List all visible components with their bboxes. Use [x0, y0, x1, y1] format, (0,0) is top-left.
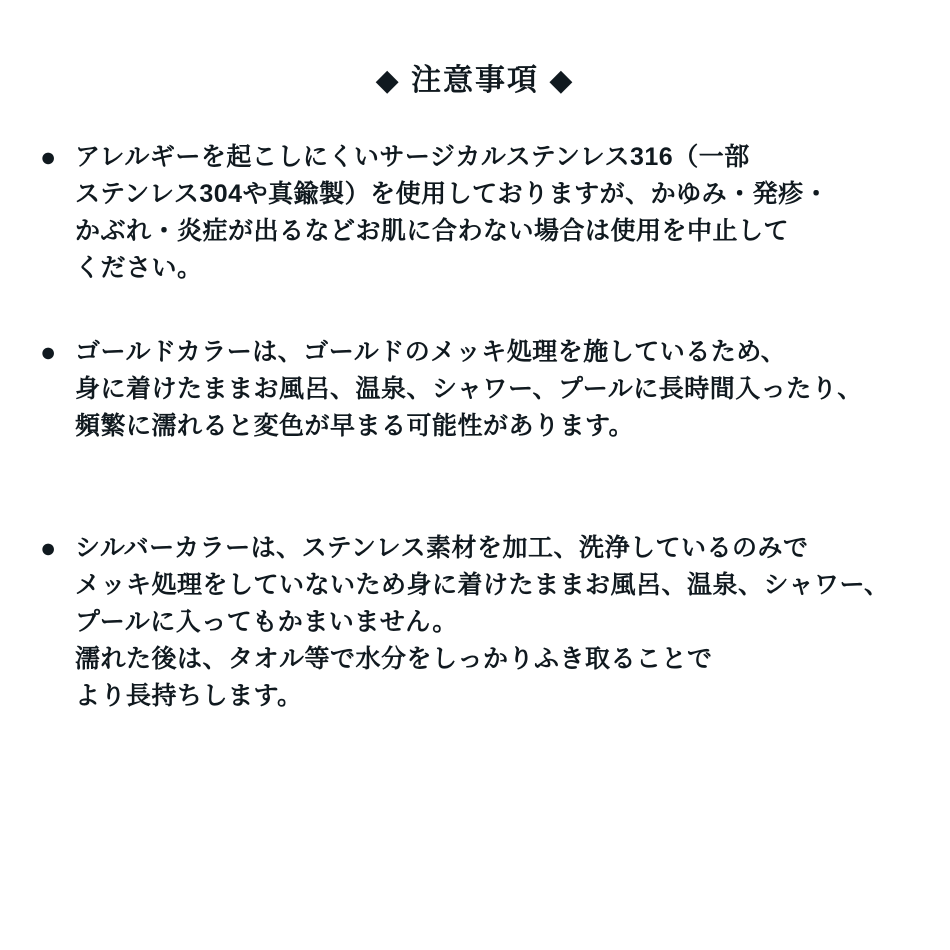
note-line: ゴールドカラーは、ゴールドのメッキ処理を施しているため、 — [75, 338, 787, 366]
note-line: かぶれ・炎症が出るなどお肌に合わない場合は使用を中止して — [75, 217, 790, 245]
note-line: 濡れた後は、タオル等で水分をしっかりふき取ることで — [75, 645, 713, 673]
note-text — [75, 139, 829, 287]
note-item-gold-color — [40, 334, 863, 445]
note-line: ください。 — [75, 254, 203, 282]
note-line: アレルギーを起こしにくいサージカルステンレス316（一部 — [75, 143, 750, 171]
note-text — [75, 334, 863, 445]
note-line: メッキ処理をしていないため身に着けたままお風呂、温泉、シャワー、 — [75, 571, 890, 599]
note-line: より長持ちします。 — [75, 682, 303, 710]
note-line: ステンレス304や真鍮製）を使用しておりますが、かゆみ・発疹・ — [75, 180, 830, 208]
note-item-allergy — [40, 139, 829, 287]
note-item-silver-color — [40, 530, 890, 715]
page-title: ◆ 注意事項 ◆ — [375, 64, 575, 97]
bullet-icon: ● — [40, 142, 57, 172]
note-line: プールに入ってもかまいません。 — [75, 608, 458, 636]
note-text — [75, 530, 890, 715]
bullet-icon: ● — [40, 533, 57, 563]
bullet-icon: ● — [40, 337, 57, 367]
note-line: 身に着けたままお風呂、温泉、シャワー、プールに長時間入ったり、 — [75, 375, 863, 403]
note-line: シルバーカラーは、ステンレス素材を加工、洗浄しているのみで — [75, 534, 809, 562]
note-line: 頻繁に濡れると変色が早まる可能性があります。 — [75, 412, 635, 440]
